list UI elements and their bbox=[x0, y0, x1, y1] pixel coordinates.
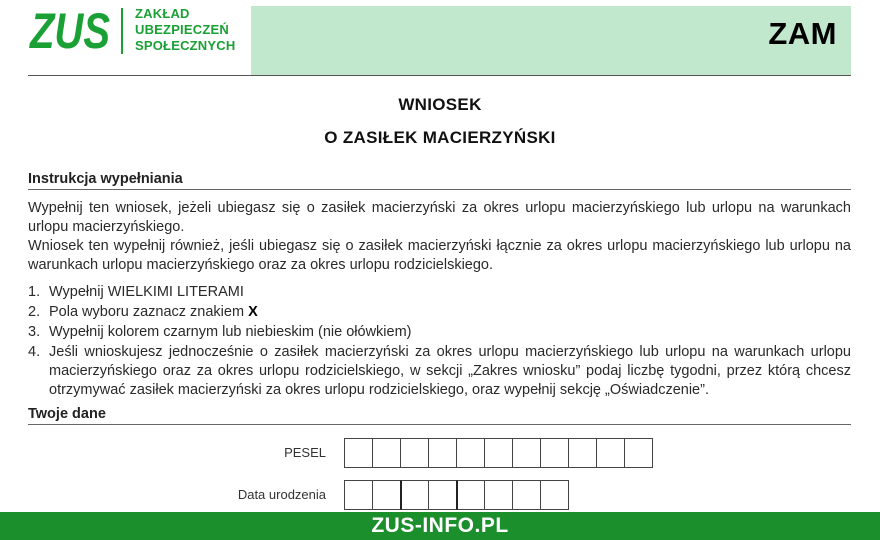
birth-date-digit-box[interactable] bbox=[344, 480, 373, 510]
instruction-item bbox=[28, 303, 851, 322]
instruction-number: 1. bbox=[28, 284, 41, 300]
x-mark: X bbox=[248, 304, 258, 320]
footer-watermark: ZUS-INFO.PL bbox=[371, 514, 509, 537]
document-subtitle: O ZASIŁEK MACIERZYŃSKI bbox=[324, 128, 556, 147]
pesel-label: PESEL bbox=[284, 445, 326, 460]
institution-line: UBEZPIECZEŃ bbox=[135, 22, 229, 37]
pesel-digit-box[interactable] bbox=[512, 438, 541, 468]
pesel-digit-box[interactable] bbox=[540, 438, 569, 468]
birth-date-digit-box[interactable] bbox=[512, 480, 541, 510]
instruction-number: 2. bbox=[28, 304, 41, 320]
birth-date-digit-box[interactable] bbox=[400, 480, 429, 510]
instruction-item bbox=[28, 323, 851, 342]
form-code: ZAM bbox=[768, 16, 837, 51]
birth-date-digit-box[interactable] bbox=[372, 480, 401, 510]
instructions-paragraph: Wniosek ten wypełnij również, jeśli ubiegasz się o zasiłek macierzyński łącznie za okres urlopu macierzyńskiego lub urlopu na warunkach urlopu macierzyńskiego oraz za okres urlopu rodzicielskiego. bbox=[28, 238, 851, 273]
instruction-item bbox=[28, 283, 851, 302]
birth-date-digit-box[interactable] bbox=[456, 480, 485, 510]
instructions-paragraph: Wypełnij ten wniosek, jeżeli ubiegasz się o zasiłek macierzyński za okres urlopu macierzyńskiego lub urlopu na warunkach urlopu macierzyńskiego. bbox=[28, 200, 851, 235]
instruction-text: Wypełnij kolorem czarnym lub niebieskim (nie ołówkiem) bbox=[49, 324, 412, 340]
pesel-digit-box[interactable] bbox=[568, 438, 597, 468]
instructions-heading: Instrukcja wypełniania bbox=[28, 171, 851, 190]
instruction-text: Jeśli wnioskujesz jednocześnie o zasiłek macierzyński za okres urlopu macierzyńskiego lub urlopu na warunkach urlopu macierzyńskiego oraz za okres urlopu rodzicielskiego, w sekcji „Zakres wniosku” podaj liczbę tygodni, przez którą chcesz otrzymywać zasiłek macierzyński za okres urlopu rodzicielskiego, oraz wypełnij sekcję „Oświadczenie”. bbox=[49, 344, 851, 398]
pesel-digit-box[interactable] bbox=[456, 438, 485, 468]
pesel-digit-box[interactable] bbox=[596, 438, 625, 468]
pesel-digit-box[interactable] bbox=[624, 438, 653, 468]
birth-date-label: Data urodzenia bbox=[237, 487, 326, 502]
pesel-digit-box[interactable] bbox=[428, 438, 457, 468]
personal-data-heading: Twoje dane bbox=[28, 406, 851, 425]
instruction-text: Wypełnij WIELKIMI LITERAMI bbox=[49, 284, 244, 300]
zus-logo bbox=[28, 3, 112, 59]
institution-name bbox=[135, 6, 235, 54]
pesel-digit-box[interactable] bbox=[400, 438, 429, 468]
document-title: WNIOSEK bbox=[398, 95, 482, 114]
footer-banner bbox=[0, 512, 880, 540]
pesel-digit-box[interactable] bbox=[344, 438, 373, 468]
pesel-digit-box[interactable] bbox=[372, 438, 401, 468]
logo-divider bbox=[121, 8, 123, 54]
institution-line: ZAKŁAD bbox=[135, 6, 190, 21]
instructions-list bbox=[28, 283, 851, 401]
instruction-item bbox=[28, 343, 851, 400]
institution-line: SPOŁECZNYCH bbox=[135, 38, 236, 53]
birth-date-digit-box[interactable] bbox=[484, 480, 513, 510]
instruction-text: Pola wyboru zaznacz znakiem bbox=[49, 304, 249, 320]
zus-logo-text: ZUS bbox=[28, 3, 110, 59]
pesel-digit-box[interactable] bbox=[484, 438, 513, 468]
birth-date-digit-box[interactable] bbox=[428, 480, 457, 510]
birth-date-input[interactable] bbox=[345, 480, 569, 510]
header-divider bbox=[28, 75, 851, 76]
instruction-number: 3. bbox=[28, 324, 41, 340]
instruction-number: 4. bbox=[28, 344, 41, 360]
birth-date-digit-box[interactable] bbox=[540, 480, 569, 510]
pesel-input[interactable] bbox=[345, 438, 653, 468]
form-code-band bbox=[251, 6, 851, 75]
